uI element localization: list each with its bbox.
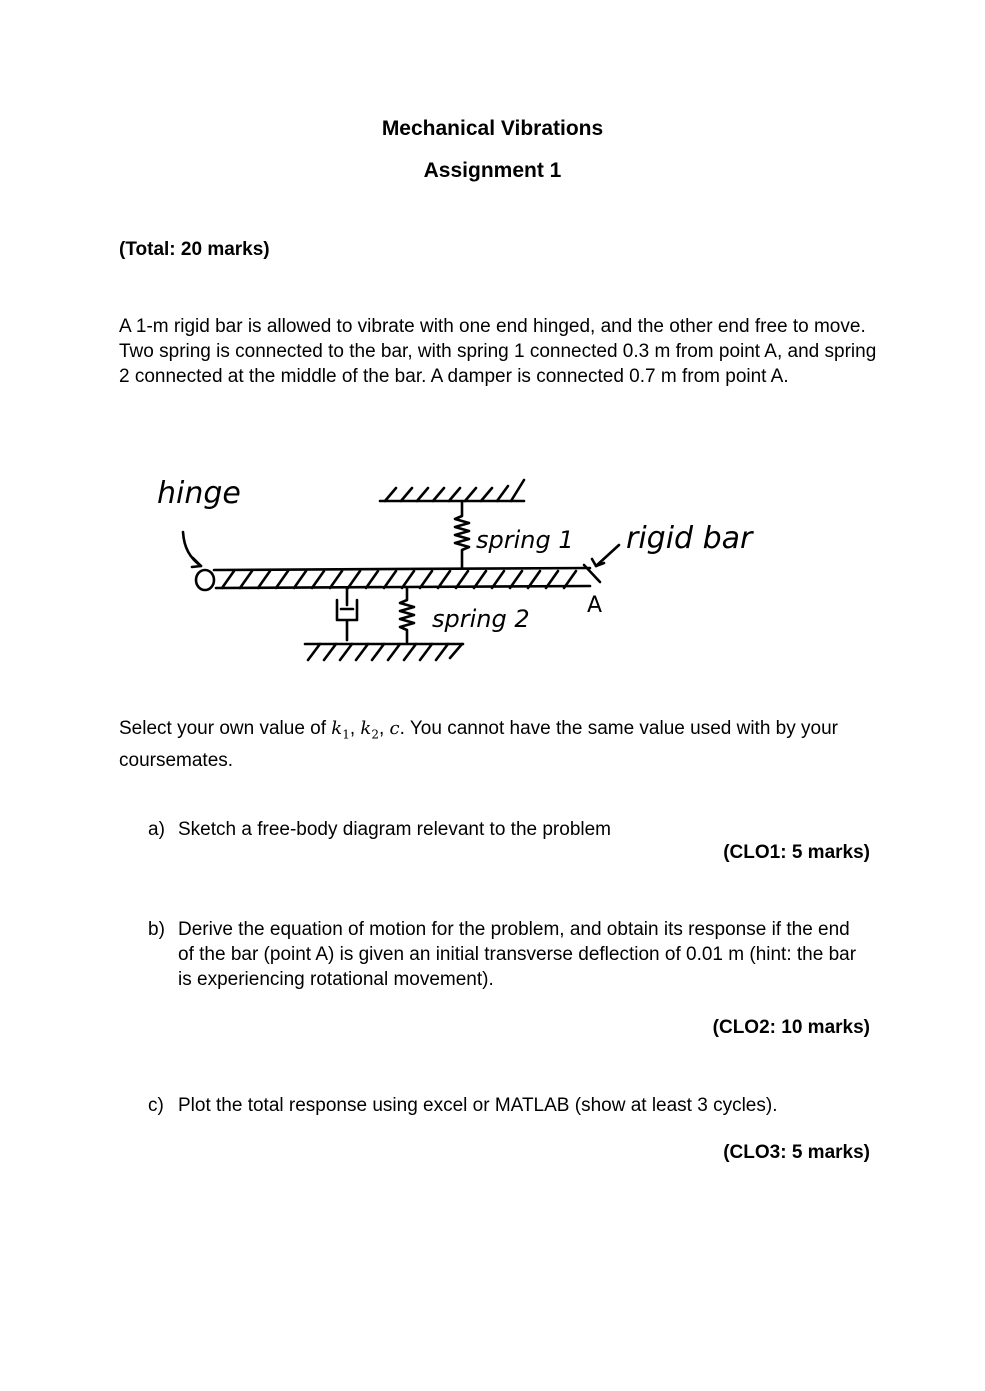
question-c [148,1093,870,1118]
instruction-sep-1: , [349,718,361,739]
rigid-bar-bottom [216,586,590,588]
assignment-title: Assignment 1 [423,159,562,182]
rigid-bar-leader [596,545,619,566]
instruction-before: Select your own value of [119,718,332,739]
question-b-text: Derive the equation of motion for the problem, and obtain its response if the end of the bar (point A) is given an initial transverse deflection of 0.01 m (hint: the bar is experiencing rotational movement). [178,919,857,990]
intro-paragraph: A 1-m rigid bar is allowed to vibrate with one end hinged, and the other end free to move. Two spring is connected to the bar, with spring 1 connected 0.3 m from point A, and spring 2 connected at the middle of the bar. A damper is connected 0.7 m from point A. [119,316,877,387]
top-ground-hatching [385,480,524,501]
question-a [148,817,870,842]
bottom-ground-hatching [308,644,462,660]
question-a-marks: (CLO1: 5 marks) [723,842,870,863]
question-a-text: Sketch a free-body diagram relevant to the problem [178,819,612,840]
spring-2 [400,588,414,642]
question-c-text: Plot the total response using excel or MATLAB (show at least 3 cycles). [178,1095,778,1116]
question-b-marks: (CLO2: 10 marks) [712,1017,870,1038]
hinge-arrowhead [192,558,201,567]
question-b-label: b) [148,919,165,940]
total-marks: (Total: 20 marks) [119,239,270,260]
course-title: Mechanical Vibrations [381,117,604,140]
hinge-label: hinge [157,476,241,511]
damper [337,588,357,640]
c-symbol: c [389,718,400,739]
rigid-bar-label: rigid bar [626,521,753,556]
rigid-bar-hatching [222,571,576,588]
point-a-mark [584,565,600,582]
spring-1 [455,502,469,568]
question-c-marks: (CLO3: 5 marks) [723,1142,870,1163]
hinge-arrow [183,532,201,566]
k2-symbol: $k_2$ [360,718,379,742]
hinge-pin [196,570,214,590]
instruction-after: . You cannot have the same value used with by your coursemates. [119,718,838,771]
instruction-sep-2: , [378,718,390,739]
k1-symbol: $k_1$ [331,718,350,742]
question-c-label: c) [148,1095,164,1116]
question-b [148,917,870,992]
instruction-paragraph [119,716,879,773]
rigid-bar-leader-arrowhead [592,559,604,566]
spring-2-label: spring 2 [432,605,530,633]
rigid-bar-top [214,568,590,570]
point-a-label: A [587,593,603,618]
question-a-label: a) [148,819,165,840]
spring-1-label: spring 1 [476,526,574,554]
